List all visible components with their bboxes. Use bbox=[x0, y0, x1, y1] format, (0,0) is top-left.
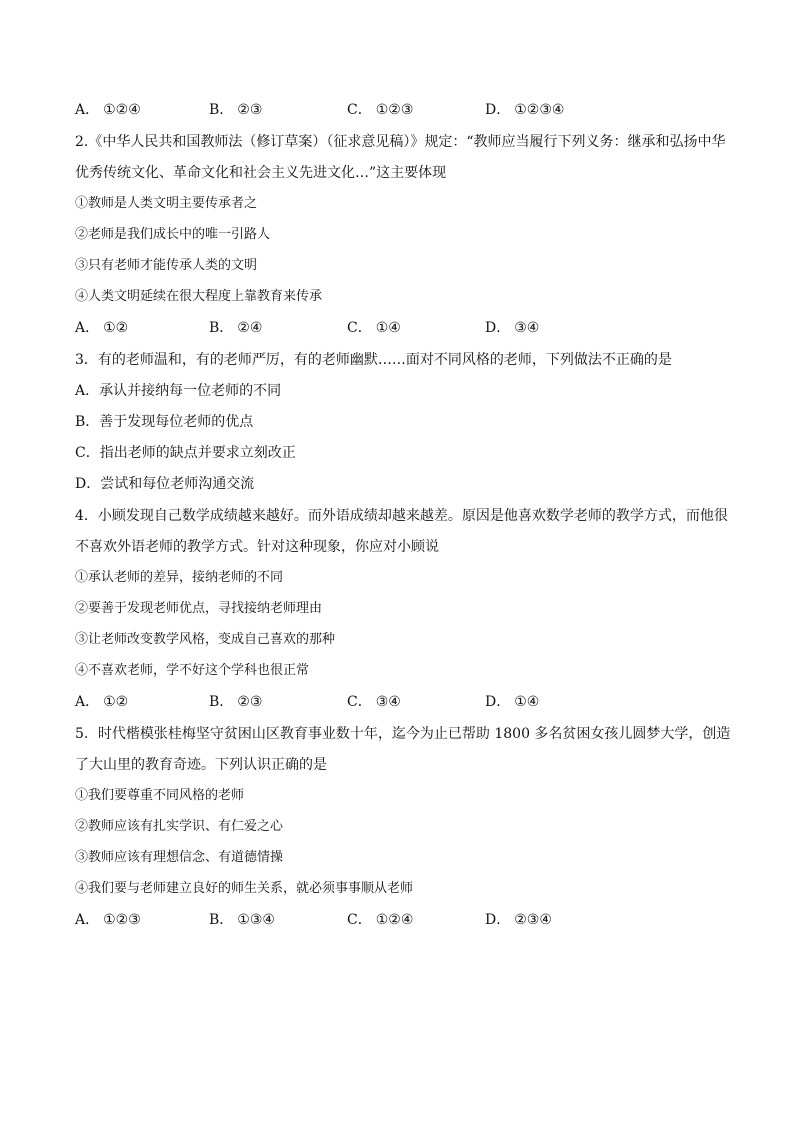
option-letter: C． bbox=[347, 694, 372, 710]
option-text: ③④ bbox=[514, 320, 540, 336]
option-text: ②③ bbox=[237, 694, 263, 710]
option-letter: A． bbox=[75, 694, 100, 710]
q4-statement-4: ④不喜欢老师，学不好这个学科也很正常 bbox=[75, 663, 310, 678]
option-letter: D． bbox=[485, 694, 511, 710]
option-letter: A． bbox=[75, 320, 100, 336]
q3-stem-line-1: 3．有的老师温和，有的老师严厉，有的老师幽默……面对不同风格的老师，下列做法不正确的是 bbox=[75, 352, 672, 368]
q3-choice-b: B．善于发现每位老师的优点 bbox=[75, 414, 254, 430]
q1-option-a bbox=[75, 100, 141, 120]
q2-statement-4: ④人类文明延续在很大程度上靠教育来传承 bbox=[75, 289, 323, 304]
q3-choice-d: D．尝试和每位老师沟通交流 bbox=[75, 476, 255, 492]
q4-statement-3: ③让老师改变教学风格，变成自己喜欢的那种 bbox=[75, 632, 336, 647]
option-text: ②③④ bbox=[514, 912, 552, 928]
option-letter: D． bbox=[485, 102, 511, 118]
q5-stem-line-2: 了大山里的教育奇迹。下列认识正确的是 bbox=[75, 757, 327, 773]
option-letter: D． bbox=[485, 912, 511, 928]
q5-options bbox=[75, 910, 715, 930]
option-text: ①②③ bbox=[375, 102, 414, 118]
q5-option-d bbox=[485, 910, 552, 930]
q3-choice-a: A．承认并接纳每一位老师的不同 bbox=[75, 383, 282, 399]
q5-statement-4: ④我们要与老师建立良好的师生关系，就必须事事顺从老师 bbox=[75, 881, 414, 896]
option-text: ①④ bbox=[514, 694, 540, 710]
option-text: ①④ bbox=[375, 320, 401, 336]
q1-options bbox=[75, 100, 715, 120]
q2-statement-2: ②老师是我们成长中的唯一引路人 bbox=[75, 227, 271, 242]
option-text: ③④ bbox=[375, 694, 401, 710]
q5-stem-line-1: 5．时代楷模张桂梅坚守贫困山区教育事业数十年，迄今为止已帮助 1800 多名贫困女孩儿圆梦大学，创造 bbox=[75, 726, 731, 742]
q4-option-c bbox=[347, 692, 401, 712]
q4-stem-line-1: 4．小顾发现自己数学成绩越来越好。而外语成绩却越来越差。原因是他喜欢数学老师的教学方式，而他很 bbox=[75, 508, 728, 524]
q1-option-b bbox=[209, 100, 262, 120]
option-letter: A． bbox=[75, 102, 100, 118]
option-letter: D． bbox=[485, 320, 511, 336]
q2-statement-3: ③只有老师才能传承人类的文明 bbox=[75, 258, 258, 273]
q2-option-c bbox=[347, 318, 401, 338]
option-text: ①②③④ bbox=[514, 102, 565, 118]
q4-stem-line-2: 不喜欢外语老师的教学方式。针对这种现象，你应对小顾说 bbox=[75, 539, 439, 555]
q3-choice-c: C．指出老师的缺点并要求立刻改正 bbox=[75, 445, 296, 461]
q5-option-a bbox=[75, 910, 141, 930]
q2-options bbox=[75, 318, 715, 338]
q2-option-d bbox=[485, 318, 539, 338]
q4-option-b bbox=[209, 692, 262, 712]
option-text: ①②④ bbox=[103, 102, 141, 118]
q5-option-b bbox=[209, 910, 275, 930]
q5-statement-3: ③教师应该有理想信念、有道德情操 bbox=[75, 850, 284, 865]
option-letter: B． bbox=[209, 320, 234, 336]
option-text: ①③④ bbox=[237, 912, 275, 928]
q4-options bbox=[75, 692, 715, 712]
q5-statement-1: ①我们要尊重不同风格的老师 bbox=[75, 788, 245, 803]
q1-option-c bbox=[347, 100, 413, 120]
q2-option-a bbox=[75, 318, 128, 338]
option-letter: C． bbox=[347, 320, 372, 336]
q5-option-c bbox=[347, 910, 413, 930]
option-letter: B． bbox=[209, 102, 234, 118]
option-text: ②④ bbox=[237, 320, 263, 336]
option-letter: C． bbox=[347, 102, 372, 118]
option-letter: B． bbox=[209, 912, 234, 928]
q4-statement-2: ②要善于发现老师优点，寻找接纳老师理由 bbox=[75, 601, 323, 616]
option-text: ①② bbox=[103, 694, 129, 710]
q2-stem-line-2: 优秀传统文化、革命文化和社会主义先进文化…”这主要体现 bbox=[75, 165, 447, 181]
option-letter: B． bbox=[209, 694, 234, 710]
option-text: ①②③ bbox=[103, 912, 141, 928]
q4-option-d bbox=[485, 692, 539, 712]
q1-option-d bbox=[485, 100, 564, 120]
option-text: ②③ bbox=[237, 102, 263, 118]
option-letter: C． bbox=[347, 912, 372, 928]
option-text: ①② bbox=[103, 320, 129, 336]
q2-stem-line-1: 2.《中华人民共和国教师法（修订草案）（征求意见稿）》规定：“教师应当履行下列义务：继承和弘扬中华 bbox=[75, 134, 726, 150]
option-text: ①②④ bbox=[375, 912, 414, 928]
option-letter: A． bbox=[75, 912, 100, 928]
q2-statement-1: ①教师是人类文明主要传承者之 bbox=[75, 196, 258, 211]
q2-option-b bbox=[209, 318, 262, 338]
q5-statement-2: ②教师应该有扎实学识、有仁爱之心 bbox=[75, 819, 284, 834]
q4-option-a bbox=[75, 692, 128, 712]
q4-statement-1: ①承认老师的差异，接纳老师的不同 bbox=[75, 570, 284, 585]
